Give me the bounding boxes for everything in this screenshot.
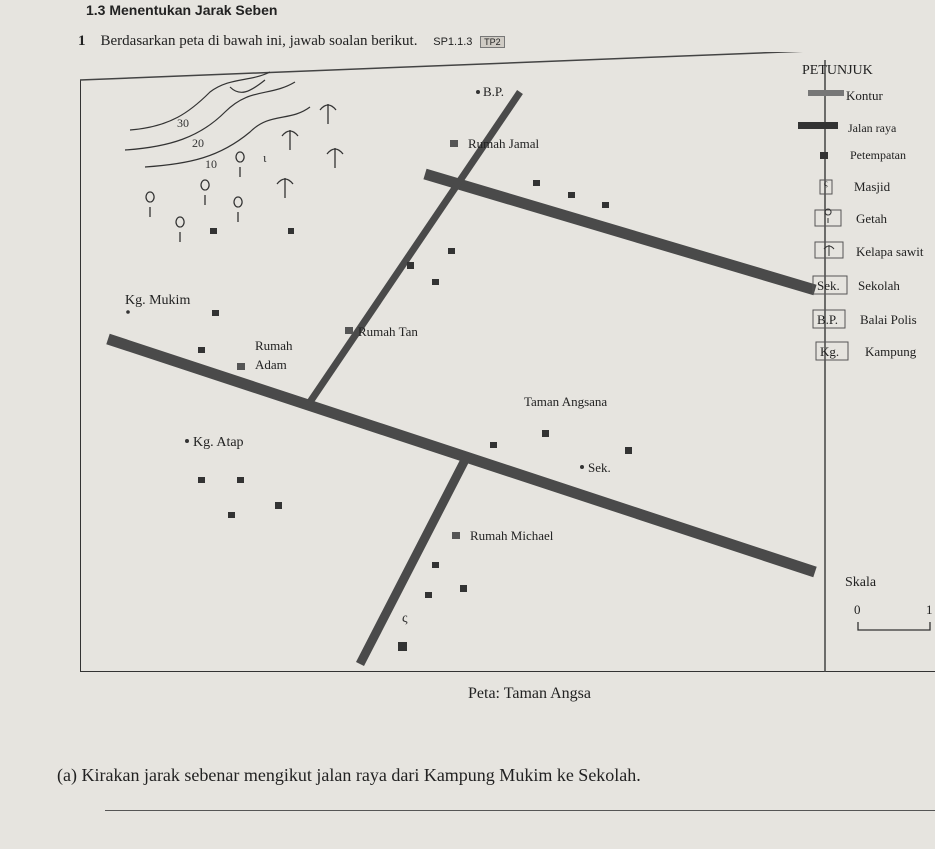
svg-text:ς: ς (402, 611, 408, 626)
section-heading: 1.3 Menentukan Jarak Seben (86, 2, 278, 18)
svg-text:ς: ς (824, 178, 828, 188)
label-rumah-adam-1: Rumah (255, 338, 293, 353)
legend-title: PETUNJUK (802, 63, 873, 78)
question-text: Berdasarkan peta di bawah ini, jawab soalan berikut. (100, 33, 418, 49)
contour-20: 20 (192, 136, 204, 150)
scale-start: 0 (854, 602, 861, 617)
legend-jalan-raya: Jalan raya (848, 121, 897, 135)
legend-sekolah: Sekolah (858, 278, 900, 293)
standard-code: SP1.1.3 (433, 36, 473, 48)
east-road (425, 174, 815, 290)
legend-masjid: Masjid (854, 179, 891, 194)
answer-line[interactable] (105, 810, 935, 811)
legend-getah: Getah (856, 211, 888, 226)
scale-bar (858, 622, 930, 630)
label-rumah-michael: Rumah Michael (470, 528, 554, 543)
legend-petempatan: Petempatan (850, 148, 906, 162)
label-bp: B.P. (483, 84, 504, 99)
palm-trees (277, 104, 343, 198)
settlement-icon (820, 152, 828, 159)
legend (798, 63, 933, 630)
contour-30: 30 (177, 116, 189, 130)
contour-lines (125, 72, 310, 167)
roads (108, 92, 815, 664)
legend-kelapa-sawit: Kelapa sawit (856, 244, 924, 259)
legend-bp-box: B.P. (817, 312, 838, 327)
question-number: 1 (78, 33, 86, 49)
label-rumah-jamal: Rumah Jamal (468, 136, 540, 151)
tp-badge: TP2 (480, 36, 505, 48)
scale-title: Skala (845, 575, 877, 590)
legend-kg-box: Kg. (820, 344, 840, 359)
scale-end: 1 (926, 602, 933, 617)
label-kg-mukim: Kg. Mukim (125, 293, 191, 308)
main-road (108, 339, 815, 572)
south-road (360, 460, 465, 664)
legend-balai-polis: Balai Polis (860, 312, 917, 327)
label-rumah-tan: Rumah Tan (358, 324, 418, 339)
label-taman-angsana: Taman Angsana (524, 394, 608, 409)
label-kg-atap: Kg. Atap (193, 435, 244, 450)
legend-kampung: Kampung (865, 344, 917, 359)
svg-text:ι: ι (263, 150, 267, 165)
label-sek: Sek. (588, 460, 611, 475)
legend-kontur: Kontur (846, 88, 883, 103)
legend-sek-box: Sek. (817, 278, 840, 293)
label-rumah-adam-2: Adam (255, 357, 287, 372)
road-icon (798, 122, 838, 129)
contour-10: 10 (205, 157, 217, 171)
map-caption: Peta: Taman Angsa (468, 685, 592, 702)
map (80, 52, 935, 672)
question-line (78, 33, 505, 50)
question-a: (a) Kirakan jarak sebenar mengikut jalan raya dari Kampung Mukim ke Sekolah. (57, 765, 641, 785)
